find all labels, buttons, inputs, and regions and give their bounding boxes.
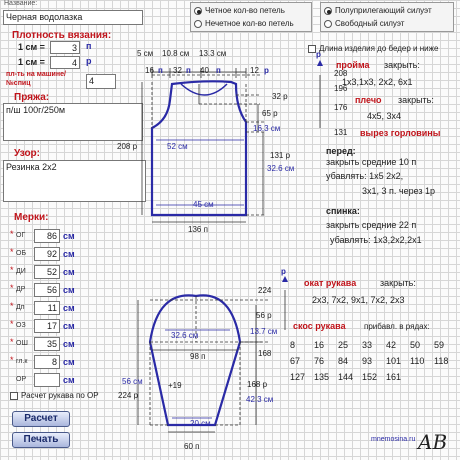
s-bottom-60: 60 п — [184, 442, 200, 451]
measure-row: * ОБ 92 см — [10, 247, 75, 259]
measure-osh-input[interactable]: 35 — [34, 337, 60, 351]
s-r-168-top: 168 — [258, 349, 272, 358]
front-title: перед: — [326, 146, 356, 156]
measure-label: ОР — [16, 376, 27, 383]
shoulder-action: закрыть: — [398, 95, 434, 105]
neck-curve — [181, 84, 227, 95]
needles-input[interactable]: 4 — [86, 74, 116, 89]
measure-unit: см — [63, 231, 75, 241]
radio-loops-odd[interactable]: Нечетное кол-во петель — [194, 19, 294, 28]
bevel-cell: 135 — [314, 372, 330, 382]
yarn-textarea[interactable]: п/ш 100г/250м — [3, 103, 143, 141]
top-width-1: 5 см — [137, 49, 154, 58]
measure-row: * ДИ 52 см — [10, 265, 75, 277]
measure-unit: см — [63, 339, 75, 349]
measure-label: ОШ — [16, 340, 28, 347]
measure-label: ДР — [16, 286, 26, 293]
row-131: 131 — [334, 128, 348, 137]
measure-row: * ОЗ 17 см — [10, 319, 75, 331]
bevel-cell: 50 — [410, 340, 421, 350]
sleeve-cap-values: 2х3, 7х2, 9х1, 7х2, 2х3 — [312, 295, 405, 305]
row-208: 208 — [334, 69, 348, 78]
density-label-1: 1 см = — [18, 42, 45, 52]
sleeve-calc-label: Расчет рукава по ОР — [21, 391, 99, 400]
yarn-title: Пряжа: — [14, 92, 50, 103]
density-unit-2: р — [86, 56, 92, 66]
measure-unit: см — [63, 357, 75, 367]
bevel-cell: 144 — [338, 372, 354, 382]
sleeve-cap-title: окат рукава — [304, 278, 357, 288]
radio-loops-even[interactable]: Четное кол-во петель — [194, 6, 285, 15]
bevel-row — [286, 340, 456, 354]
bevel-cell: 33 — [362, 340, 373, 350]
measure-og-input[interactable]: 86 — [34, 229, 60, 243]
name-label: Название: — [4, 0, 38, 7]
top-p-40: 40 — [200, 66, 209, 75]
measure-row: * Дп 11 см — [10, 301, 75, 313]
r-65: 65 р — [262, 109, 278, 118]
r-208-left: 208 р — [117, 142, 138, 151]
needles-label: пл-ть на машине/ №спиц — [6, 71, 66, 87]
density-unit-1: п — [86, 41, 92, 51]
armhole-title: пройма — [336, 60, 370, 70]
bevel-cell: 67 — [290, 356, 301, 366]
density-rows-input[interactable]: 4 — [50, 56, 80, 69]
row-196: 196 — [334, 84, 348, 93]
top-p-unit-3: п — [216, 66, 221, 75]
measure-unit: см — [63, 285, 75, 295]
s-r-224-left: 224 р — [118, 391, 139, 400]
density-title: Плотность вязания: — [12, 30, 112, 41]
top-p-unit-4: р — [264, 66, 269, 75]
measure-label: ОЗ — [16, 322, 26, 329]
bevel-cell: 118 — [434, 356, 449, 366]
bevel-cell: 42 — [386, 340, 397, 350]
print-button[interactable]: Печать — [12, 432, 70, 448]
row-176: 176 — [334, 103, 348, 112]
cm-16-3: 16.3 см — [253, 124, 281, 133]
top-p-unit-2: п — [186, 66, 191, 75]
back-line-1: закрыть средние 22 п — [326, 220, 417, 230]
armhole-values: 1х3,1х3, 2х2, 6х1 — [342, 77, 413, 87]
measure-oz-input[interactable]: 17 — [34, 319, 60, 333]
shoulder-values: 4х5, 3х4 — [367, 111, 402, 121]
bevel-cell: 110 — [410, 356, 425, 366]
measure-unit: см — [63, 267, 75, 277]
pattern-textarea[interactable]: Резинка 2х2 — [3, 160, 146, 202]
measure-label: ДИ — [16, 268, 26, 275]
back-line-2: убавлять: 1х3,2х2,2х1 — [330, 235, 422, 245]
s-r-224-top: 224 — [258, 286, 272, 295]
bevel-cell: 84 — [338, 356, 349, 366]
sleeve-cap-action: закрыть: — [380, 278, 416, 288]
r-32: 32 р — [272, 92, 288, 101]
top-p-32: 32 — [173, 66, 182, 75]
bevel-cell: 76 — [314, 356, 325, 366]
bevel-cell: 59 — [434, 340, 445, 350]
bevel-cell: 152 — [362, 372, 378, 382]
cm-32-6: 32.6 см — [267, 164, 295, 173]
bevel-cell: 161 — [386, 372, 402, 382]
measure-label: ОБ — [16, 250, 27, 257]
measure-glk-input[interactable]: 8 — [34, 355, 60, 369]
bevel-cell: 127 — [290, 372, 306, 382]
s-cm-56-left: 56 см — [122, 377, 143, 386]
s-cm-13-7: 13.7 см — [250, 327, 278, 336]
measure-ob-input[interactable]: 92 — [34, 247, 60, 261]
measure-label: гл.к — [16, 358, 28, 365]
sleeve-bevel-action: прибавл. в рядах: — [364, 322, 430, 331]
top-p-unit-1: п — [158, 66, 163, 75]
s-p-marker: р — [281, 267, 286, 276]
measure-dp-input[interactable]: 11 — [34, 301, 60, 315]
measure-unit: см — [63, 249, 75, 259]
front-line-2: убавлять: 1х5 2х2, — [326, 171, 404, 181]
s-p-98: 98 п — [190, 352, 206, 361]
cm-52: 52 см — [167, 142, 188, 151]
bevel-cell: 101 — [386, 356, 402, 366]
s-r-168: 168 р — [247, 380, 268, 389]
name-field[interactable]: Черная водолазка — [3, 10, 143, 25]
s-cm-42-3: 42.3 см — [246, 395, 274, 404]
s-cm-20: 20 см — [190, 419, 211, 428]
top-p-16: 16 — [145, 66, 154, 75]
top-width-3: 13.3 см — [199, 49, 227, 58]
bevel-cell: 16 — [314, 340, 325, 350]
measure-label: ОГ — [16, 232, 26, 239]
measure-row: * ОГ 86 см — [10, 229, 75, 241]
density-label-2: 1 см = — [18, 57, 45, 67]
measure-row: * гл.к 8 см — [10, 355, 75, 367]
sleeve-bevel-table — [286, 340, 456, 388]
site-watermark: mnemosina.ru — [371, 436, 416, 443]
cm-45: 45 см — [193, 200, 214, 209]
hip-length-checkbox[interactable]: Длина изделия до бедер и ниже — [308, 44, 438, 53]
top-width-2: 10.8 см — [162, 49, 190, 58]
s-cm-32-6: 32.6 см — [171, 331, 199, 340]
s-r-56: 56 р — [256, 311, 272, 320]
measure-unit: см — [63, 321, 75, 331]
sleeve-bevel-title: скос рукава — [293, 321, 346, 331]
r-131: 131 р — [270, 151, 291, 160]
measure-unit: см — [63, 303, 75, 313]
bevel-row — [286, 356, 456, 370]
radio-fit-free[interactable]: Свободный силуэт — [324, 19, 404, 28]
armhole-action: закрыть: — [384, 60, 420, 70]
back-title: спинка: — [326, 206, 360, 216]
bottom-136: 136 п — [188, 225, 208, 234]
bevel-cell: 93 — [362, 356, 373, 366]
ab-logo: AB — [418, 430, 448, 454]
measure-row: * ОШ 35 см — [10, 337, 75, 349]
bevel-row — [286, 372, 456, 386]
density-loops-input[interactable]: 3 — [50, 41, 80, 54]
calculate-button[interactable]: Расчет — [12, 411, 70, 427]
measure-dr-input[interactable]: 56 — [34, 283, 60, 297]
top-p-12: 12 — [250, 66, 259, 75]
measure-unit: см — [63, 375, 75, 385]
bevel-cell: 25 — [338, 340, 349, 350]
front-line-1: закрыть средние 10 п — [326, 157, 417, 167]
p-marker: р — [316, 50, 321, 59]
pattern-title: Узор: — [14, 148, 40, 159]
neck-title: вырез горловины — [360, 128, 441, 138]
measure-row: * ДР 56 см — [10, 283, 75, 295]
measures-title: Мерки: — [14, 212, 49, 223]
front-line-3: 3х1, 3 п. через 1р — [362, 186, 436, 196]
radio-fit-tight[interactable]: Полуприлегающий силуэт — [324, 6, 432, 15]
bevel-cell: 8 — [290, 340, 296, 350]
measure-label: Дп — [16, 304, 25, 311]
s-plus-19: +19 — [168, 381, 182, 390]
measure-di-input[interactable]: 52 — [34, 265, 60, 279]
shoulder-title: плечо — [355, 95, 382, 105]
